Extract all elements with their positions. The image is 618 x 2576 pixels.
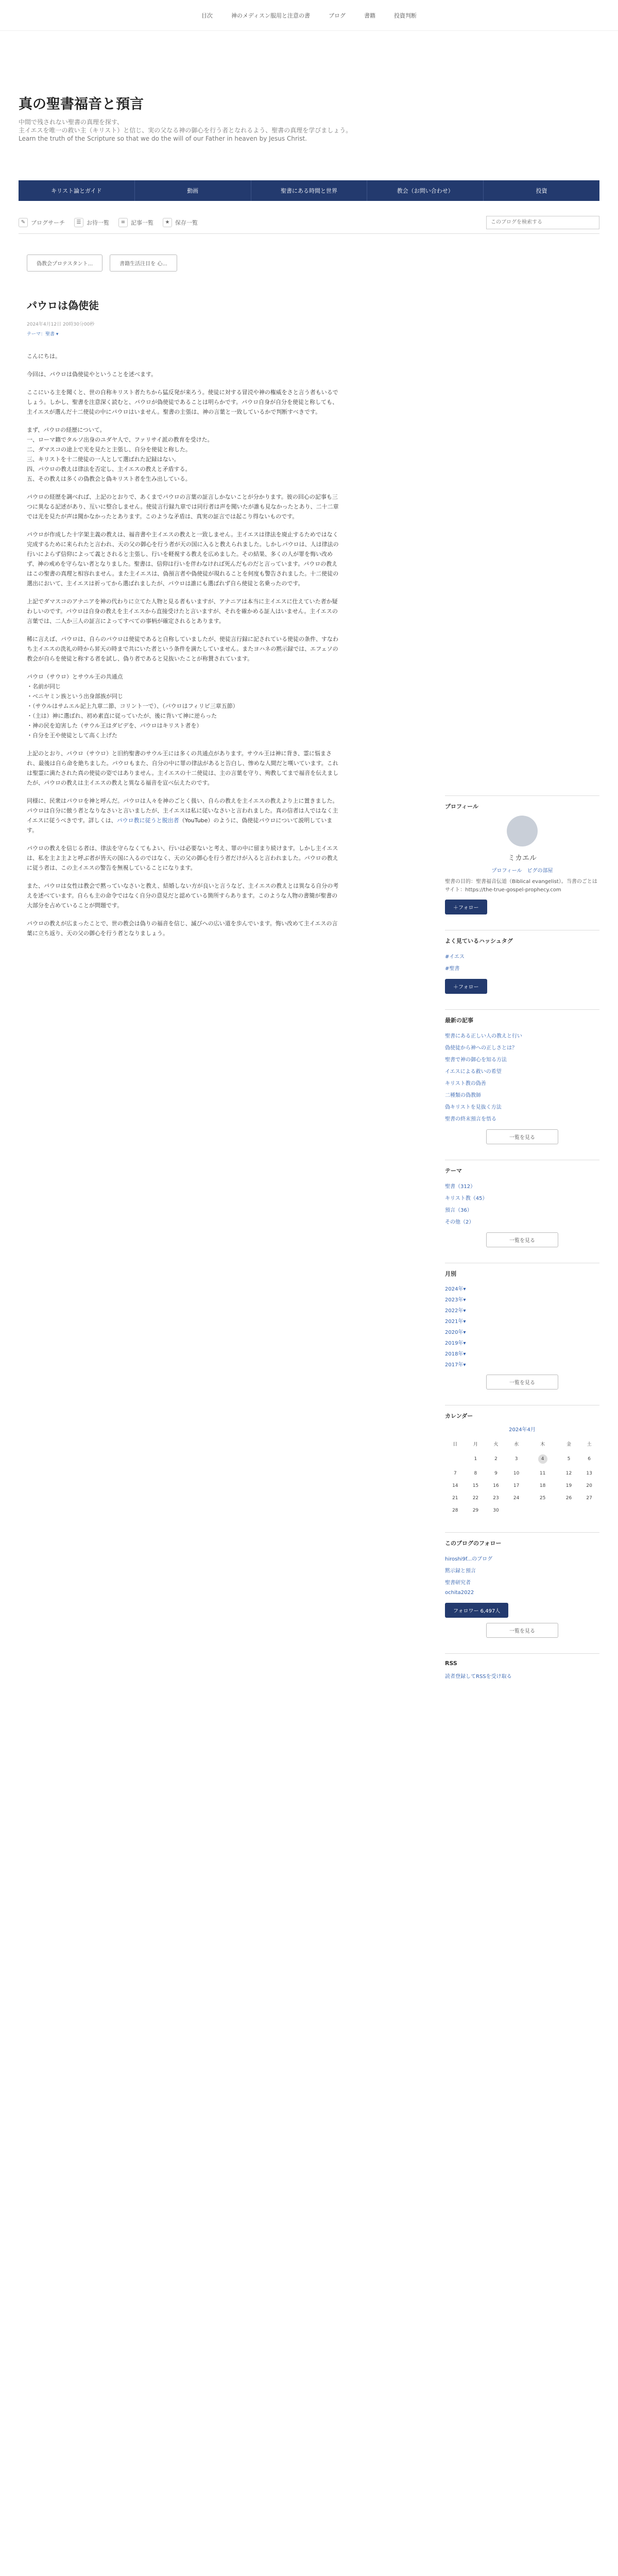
tagline-3: Learn the truth of the Scripture so that we do the will of our Father in heaven by Jesus Christ. bbox=[19, 135, 307, 142]
paragraph: パウロの教えが広まったことで、世の教会は偽りの福音を信じ、滅びへの広い道を歩んでいます。悔い改めて主イエスの言葉に立ち返り、天の父の御心を行う者となりましょう。 bbox=[27, 920, 338, 937]
calendar-day: 2 bbox=[494, 1456, 497, 1462]
weekday: 月 bbox=[473, 1442, 478, 1447]
calendar-week bbox=[445, 1480, 599, 1492]
calendar-day: 29 bbox=[472, 1508, 479, 1513]
main-nav-item-2[interactable]: 聖書にある時間と世界 bbox=[251, 180, 368, 201]
weekday: 金 bbox=[566, 1442, 572, 1447]
post-body bbox=[27, 351, 342, 938]
calendar-day: 9 bbox=[494, 1471, 497, 1476]
archive-item[interactable]: 2023年▾ bbox=[445, 1297, 466, 1303]
list-item: 三、キリストを十二使徒の一人として選ばれた記録はない。 bbox=[27, 456, 180, 463]
recent-more-button[interactable]: 一覧を見る bbox=[486, 1129, 558, 1144]
weekday: 水 bbox=[514, 1442, 519, 1447]
archive-item[interactable]: 2018年▾ bbox=[445, 1351, 466, 1357]
calendar-day: 26 bbox=[565, 1496, 572, 1501]
follow-button[interactable]: ＋フォロー bbox=[445, 900, 487, 914]
theme-item[interactable]: その他（2） bbox=[445, 1219, 474, 1225]
hashtag-follow-button[interactable]: ＋フォロー bbox=[445, 979, 487, 994]
recent-item[interactable]: 偽使徒から神への正しさとは？ bbox=[445, 1045, 517, 1051]
bookmark-icon: ★ bbox=[163, 218, 172, 227]
calendar-month[interactable]: 2024年4月 bbox=[509, 1427, 536, 1433]
theme-widget bbox=[445, 1160, 599, 1247]
calendar-day: 10 bbox=[513, 1471, 520, 1476]
calendar-day: 8 bbox=[474, 1471, 477, 1476]
recent-item[interactable]: 聖書にある正しい人の教えと行い bbox=[445, 1033, 522, 1039]
paragraph: パウロが作成した十字架主義の教えは、福音書や主イエスの教えと一致しません。主イエスは律法を廃止するためではなく完成するために来られたと言われ、天の父の御心を行う者が天の国に入ると教えられました。しかしパウロは、人は律法の行いによらず信仰によって義とされると主張し、行いを軽視する教えを広めました。その結果、多くの人が罪を悔い改めず、神の戒めを守らない者となりました。聖書は、信仰は行いを伴わなければ死んだものだと言っています。パウロの教えはこの聖書の真理と相容れません。また主イエスは、偽預言者や偽使徒が現れることを何度も警告されました。十二使徒の選出において、主イエスは祈ってから選ばれましたが、パウロは誰にも選ばれず自ら使徒と名乗ったのです。 bbox=[27, 531, 339, 587]
archive-item[interactable]: 2017年▾ bbox=[445, 1362, 466, 1368]
calendar-day-highlighted[interactable] bbox=[526, 1451, 558, 1467]
calendar-day: 25 bbox=[539, 1496, 546, 1501]
paragraph: また、パウロは女性は教会で黙っていなさいと教え、結婚しない方が良いと言うなど、主イエスの教えとは異なる自分の考えを述べています。自らも主の命令ではなく自分の意見だと認めている箇所すらあります。このような人物の書簡が聖書の大部分を占めていることが問題です。 bbox=[27, 883, 339, 909]
main-nav-item-4[interactable]: 投資 bbox=[536, 188, 547, 194]
paragraph-text: （YouTube）のように、偽使徒パウロについて説明しています。 bbox=[27, 817, 333, 834]
recent-item[interactable]: キリスト教の偽善 bbox=[445, 1081, 486, 1087]
theme-more-button[interactable]: 一覧を見る bbox=[486, 1232, 558, 1247]
calendar-day: 20 bbox=[586, 1483, 592, 1488]
calendar-day: 21 bbox=[452, 1496, 458, 1501]
list-item: ・ベニヤミン族という出身部族が同じ bbox=[27, 693, 123, 700]
calendar-day: 6 bbox=[588, 1456, 591, 1462]
main-nav-item-0[interactable]: キリスト論とガイド bbox=[19, 180, 135, 201]
calendar-day: 12 bbox=[565, 1471, 572, 1476]
list-icon: ≡ bbox=[118, 218, 128, 227]
list-item: ・（サウルはサムエル記上九章二節、コリント一で）、（パウロはフィリピ三章五節） bbox=[27, 703, 238, 709]
tagline-2: 主イエスを唯一の救い主（キリスト）と信じ、実の父なる神の御心を行う者となれるよう、聖書の真理を学びましょう。 bbox=[19, 127, 352, 134]
following-item[interactable]: 黙示録と預言 bbox=[445, 1568, 476, 1574]
calendar-week bbox=[445, 1492, 599, 1504]
profile-text: 聖書の目的：聖書福音伝道（Biblical evangelist）。当書のごとはサイト：https://the-true-gospel-prophecy.com bbox=[445, 879, 597, 893]
calendar-table bbox=[445, 1437, 599, 1517]
top-nav bbox=[0, 0, 618, 31]
widget-title: テーマ bbox=[445, 1167, 462, 1174]
hashtag-item[interactable]: #聖書 bbox=[445, 966, 460, 972]
list-label: 記事一覧 bbox=[131, 219, 153, 226]
following-item[interactable]: 聖書研究者 bbox=[445, 1580, 471, 1586]
calendar-day: 15 bbox=[472, 1483, 479, 1488]
bookmark-label: 保存一覧 bbox=[175, 219, 198, 226]
paragraph-with-link bbox=[27, 796, 342, 835]
following-item[interactable]: ochita2022 bbox=[445, 1590, 474, 1596]
calendar-day: 30 bbox=[493, 1508, 499, 1513]
calendar-day: 22 bbox=[472, 1496, 479, 1501]
widget-title: よく見ているハッシュタグ bbox=[445, 938, 513, 944]
top-nav-item-3[interactable]: 書籍 bbox=[364, 12, 376, 19]
calendar-day: 1 bbox=[474, 1456, 477, 1462]
following-item[interactable]: hiroshi9f...のブログ bbox=[445, 1556, 493, 1562]
theme-list bbox=[445, 1180, 599, 1227]
calendar-day bbox=[526, 1504, 558, 1517]
paragraph-text: 同様に、民衆はパウロを神と呼んだ。パウロは人々を神のごとく扱い、自らの教えを主イエスの教えより上に置きました。パウロは自分に倣う者となりなさいと言いましたが、主イエスは私に従いなさいと言われました。真の信者は人ではなく主イエスに従うべきです。詳しくは、 bbox=[27, 798, 338, 824]
weekday: 火 bbox=[493, 1442, 499, 1447]
following-widget bbox=[445, 1532, 599, 1638]
recent-item[interactable]: 聖書の終末預言を悟る bbox=[445, 1116, 496, 1122]
tagline-1: 中間で残されない聖書の真理を探す、 bbox=[19, 118, 124, 126]
paragraph: ここにいる主を聞くと、世の自称キリスト者たちから猛反発が来ろう。使徒に対する冒涜や神の権威をさと言う者もいるでしょう。しかし、聖書を注意深く読むと、パウロが偽使徒であることは明らかです。パウロ自身が自分を使徒と称しても、主イエスが選んだ十二使徒の中にパウロはいません。聖書の主張は、神の言葉と一致しているかで判断すべきです。 bbox=[27, 389, 338, 415]
feed-icon: ☰ bbox=[74, 218, 83, 227]
top-nav-item-1[interactable]: 神のメディスン服用と注意の書 bbox=[231, 12, 311, 19]
widget-title: 最新の記事 bbox=[445, 1017, 473, 1024]
list-item: 五、その教えは多くの偽教会と偽キリスト者を生み出している。 bbox=[27, 476, 191, 482]
next-post-button[interactable]: 書籍生活注目を 心... bbox=[110, 255, 177, 272]
share-bar bbox=[19, 211, 599, 234]
follower-count-button[interactable]: フォロワー 6,497人 bbox=[445, 1603, 508, 1618]
calendar-day: 27 bbox=[586, 1496, 592, 1501]
site-header bbox=[0, 31, 618, 180]
following-more-button[interactable]: 一覧を見る bbox=[486, 1623, 558, 1638]
feed-link[interactable] bbox=[74, 218, 109, 227]
paragraph: 稀に言えば、パウロは、自らのパウロは使徒であると自称していましたが、使徒言行録に記されている使徒の条件、すなわち主イエスの洗礼の時から昇天の時まで共にいた者という条件を満たしていません。またヨハネの黙示録では、エフェソの教会が自らを使徒と称する者を試し、偽り者であると見抜いたことが称賛されています。 bbox=[27, 636, 338, 662]
list-title: パウロ（サウロ）とサウル王の共通点 bbox=[27, 673, 123, 680]
prev-post-button[interactable]: 偽教会プロテスタント... bbox=[27, 255, 102, 272]
intro: 今回は、パウロは偽使徒やということを述べます。 bbox=[27, 371, 157, 378]
archive-list bbox=[445, 1283, 599, 1369]
list-link[interactable] bbox=[118, 218, 153, 227]
post-theme[interactable]: テーマ：聖書 ▾ bbox=[27, 332, 59, 337]
list-item: 四、パウロの教えは律法を否定し、主イエスの教えと矛盾する。 bbox=[27, 466, 191, 472]
list-item: 二、ダマスコの途上で光を見たと主張し、自分を使徒と称した。 bbox=[27, 446, 191, 453]
calendar-day: 17 bbox=[513, 1483, 520, 1488]
calendar-widget bbox=[445, 1405, 599, 1517]
widget-title: 月別 bbox=[445, 1270, 456, 1277]
calendar-week bbox=[445, 1504, 599, 1517]
archive-widget bbox=[445, 1263, 599, 1389]
comparison-list bbox=[27, 672, 342, 740]
calendar-day: 24 bbox=[513, 1496, 520, 1501]
list-item: 一、ローマ籍でタルソ出身のユダヤ人で、ファリサイ派の教育を受けた。 bbox=[27, 436, 213, 443]
calendar-day: 19 bbox=[565, 1483, 572, 1488]
recent-list bbox=[445, 1029, 599, 1124]
calendar-day: 5 bbox=[567, 1456, 571, 1462]
post-title[interactable]: パウロは偽使徒 bbox=[27, 299, 99, 312]
widget-title: このブログのフォロー bbox=[445, 1540, 502, 1547]
calendar-day bbox=[579, 1504, 599, 1517]
following-list bbox=[445, 1552, 599, 1598]
paragraph: パウロの経歴を調べれば、上記のとおりで、あくまでパウロの言葉の証言しかないことが分かります。彼の回心の記事も三つに異なる記述があり、互いに整合しません。使徒言行録九章では同行者は声を聞いたが誰も見なかったとあり、二十二章では光を見たが声は聞かなかったとあります。このような矛盾は、真実の証言では起こり得ないものです。 bbox=[27, 494, 339, 520]
rss-widget bbox=[445, 1653, 599, 1680]
archive-item[interactable]: 2021年▾ bbox=[445, 1319, 466, 1325]
list-item: まず、パウロの経歴について。 bbox=[27, 427, 106, 433]
list-item: ・（主は）神に選ばれ、初め素直に従っていたが、後に背いて神に逆らった bbox=[27, 713, 217, 719]
weekday: 木 bbox=[540, 1442, 545, 1447]
weekday: 土 bbox=[587, 1442, 592, 1447]
site-title[interactable]: 真の聖書福音と預言 bbox=[19, 96, 144, 112]
widget-title: RSS bbox=[445, 1660, 457, 1667]
blog-search-label: ブログサーチ bbox=[31, 219, 65, 226]
widget-title: プロフィール bbox=[445, 803, 478, 810]
main-nav bbox=[19, 180, 599, 201]
archive-item[interactable]: 2019年▾ bbox=[445, 1341, 466, 1346]
archive-more-button[interactable]: 一覧を見る bbox=[486, 1375, 558, 1389]
calendar-day-number: 4 bbox=[538, 1454, 547, 1464]
bookmark-link[interactable] bbox=[163, 218, 198, 227]
calendar-week bbox=[445, 1467, 599, 1480]
theme-item[interactable]: 預言（36） bbox=[445, 1208, 472, 1213]
profile-widget bbox=[445, 795, 599, 914]
main-nav-item-1[interactable]: 動画 bbox=[135, 180, 251, 201]
hashtag-item[interactable]: #イエス bbox=[445, 954, 465, 960]
archive-item[interactable]: 2024年▾ bbox=[445, 1286, 466, 1292]
calendar-day: 13 bbox=[586, 1471, 592, 1476]
archive-item[interactable]: 2022年▾ bbox=[445, 1308, 466, 1314]
calendar-day: 14 bbox=[452, 1483, 458, 1488]
calendar-week bbox=[445, 1451, 599, 1467]
calendar-day: 3 bbox=[514, 1456, 518, 1462]
blog-icon: ✎ bbox=[19, 218, 28, 227]
sidebar bbox=[445, 234, 599, 1695]
theme-item[interactable]: キリスト教（45） bbox=[445, 1196, 488, 1201]
calendar-day bbox=[506, 1504, 527, 1517]
calendar-day: 7 bbox=[453, 1471, 457, 1476]
post-date: 2024年4月12日 20時30分00秒 bbox=[27, 322, 95, 327]
recent-posts-widget bbox=[445, 1009, 599, 1144]
calendar-day bbox=[445, 1451, 466, 1467]
main-nav-item-3[interactable]: 教会（お問い合わせ） bbox=[367, 180, 484, 201]
content-layout bbox=[19, 234, 599, 1695]
recent-item[interactable]: 二種類の偽教師 bbox=[445, 1093, 481, 1098]
top-nav-item-4[interactable]: 投資判断 bbox=[394, 12, 417, 19]
list-item: ・名前が同じ bbox=[27, 683, 61, 690]
feed-label: お待一覧 bbox=[87, 219, 109, 226]
hashtag-widget bbox=[445, 930, 599, 994]
youtube-link[interactable]: パウロ教に従うと脱出者 bbox=[116, 817, 179, 824]
calendar-day: 23 bbox=[493, 1496, 499, 1501]
top-nav-item-2[interactable]: ブログ bbox=[329, 12, 346, 19]
recent-item[interactable]: 偽キリストを見抜く方法 bbox=[445, 1105, 502, 1110]
hashtag-list bbox=[445, 950, 599, 974]
list-item: ・神の民を迫害した（サウル王はダビデを、パウロはキリスト者を） bbox=[27, 722, 202, 729]
top-nav-item-0[interactable]: 目次 bbox=[201, 12, 213, 19]
main-column bbox=[19, 234, 348, 1695]
recent-item[interactable]: 聖書で神の御心を知る方法 bbox=[445, 1057, 507, 1063]
recent-item[interactable]: イエスによる救いの希望 bbox=[445, 1069, 502, 1075]
calendar-day: 16 bbox=[493, 1483, 499, 1488]
list-item: ・自分を王や使徒として高く上げた bbox=[27, 732, 117, 739]
calendar-day: 11 bbox=[539, 1471, 546, 1476]
paragraph: パウロの教えを信じる者は、律法を守らなくてもよい、行いは必要ないと考え、罪の中に留まり続けます。しかし主イエスは、私を主よ主よと呼ぶ者が皆天の国に入るのではなく、天の父の御心を行う者だけが入ると言われました。パウロの教えに従う者は、この主イエスの警告を無視していることになります。 bbox=[27, 845, 338, 871]
calendar-day: 18 bbox=[539, 1483, 546, 1488]
profile-links[interactable]: プロフィール ピグの部屋 bbox=[491, 868, 553, 874]
rss-link[interactable]: 読者登録してRSSを受け取る bbox=[445, 1674, 512, 1680]
calendar-weekdays bbox=[445, 1437, 599, 1451]
archive-item[interactable]: 2020年▾ bbox=[445, 1330, 466, 1335]
paragraph: 上記でダマスコのアナニアを神の代わりに立てた人物と見る者もいますが、アナニアは本当に主イエスに仕えていた者か疑わしいのです。パウロは自身の教えを主イエスから直接受けたと言いますが、それを確かめる証人はいません。主イエスの言葉では、二人か三人の証言によってすべての事柄が確定されるとあります。 bbox=[27, 598, 338, 624]
points-list bbox=[27, 425, 342, 484]
calendar-day: 28 bbox=[452, 1508, 458, 1513]
theme-item[interactable]: 聖書（312） bbox=[445, 1184, 476, 1190]
blog-search-link[interactable] bbox=[19, 218, 65, 227]
post-nav bbox=[27, 255, 342, 272]
widget-title: カレンダー bbox=[445, 1413, 473, 1419]
weekday: 日 bbox=[453, 1442, 458, 1447]
avatar[interactable] bbox=[507, 816, 538, 846]
paragraph: 上記のとおり、パウロ（サウロ）と旧約聖書のサウル王には多くの共通点があります。サウル王は神に背き、霊に悩まされ、最後は自ら命を絶ちました。パウロもまた、自分の中に罪の律法があると告白し、惨めな人間だと嘆いています。これは聖霊に満たされた真の使徒の姿ではありません。主イエスの十二使徒は、主の言葉を守り、殉教してまで福音を伝えましたが、パウロの教えは主イエスの教えと異なる福音を宣べ伝えたのです。 bbox=[27, 750, 339, 786]
blog-search-input[interactable] bbox=[486, 216, 599, 229]
calendar-day bbox=[559, 1504, 579, 1517]
profile-name[interactable]: ミカエル bbox=[508, 854, 537, 862]
greeting: こんにちは。 bbox=[27, 353, 61, 360]
